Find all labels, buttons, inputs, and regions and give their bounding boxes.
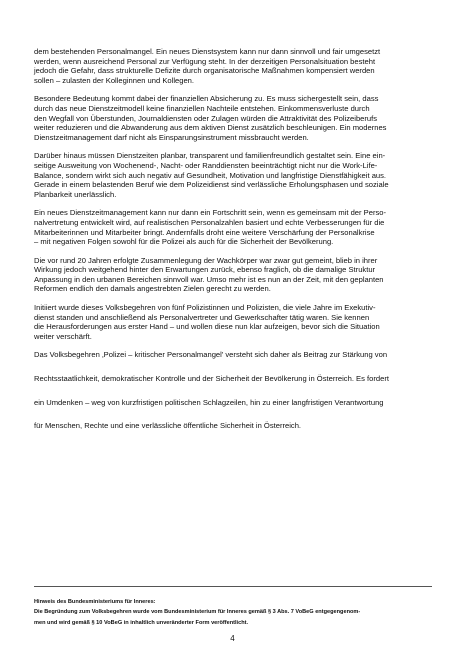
ministry-footnote: [34, 597, 434, 628]
paragraph-staff-representation: [34, 208, 434, 246]
text-line: Planbarkeit unerlässlich.: [34, 189, 117, 199]
text-line: Darüber hinaus müssen Dienstzeiten planbar, transparent und familienfreundlich gestaltet sein. Eine ein-: [34, 151, 386, 161]
text-line: Wirkung jedoch weitgehend hinter den Erwartungen zurück, ebenso fraglich, ob die damalige Struktur: [34, 265, 376, 275]
paragraph-personnel-shortage: [34, 47, 434, 85]
text-line: Gerade in einem belastenden Beruf wie dem Polizeidienst sind verlässliche Erholungsphasen und soziale: [34, 180, 389, 190]
paragraph-work-life-balance: [34, 151, 434, 199]
footnote-divider: [34, 586, 432, 587]
text-line: Dienstzeitmanagement darf nicht als Einsparungsinstrument missbraucht werden.: [34, 132, 309, 142]
page-number: 4: [230, 634, 235, 643]
closing-line: für Menschen, Rechte und eine verlässliche öffentliche Sicherheit in Österreich.: [34, 421, 302, 431]
text-line: durch das neue Dienstzeitmodell keine finanziellen Nachteile entstehen. Einkommensverluste durch: [34, 103, 370, 113]
paragraph-initiators: [34, 303, 434, 341]
text-line: die Herausforderungen aus erster Hand – und wollen diese nun klar aufzeigen, bevor sich die Situation: [34, 322, 380, 332]
footnote-line: Die Begründung zum Volksbegehren wurde vom Bundesministerium für Inneres gemäß § 3 Abs. 7 VoBeG entgegengenom-: [34, 609, 361, 616]
text-line: den Wegfall von Überstunden, Journaldiensten oder Zulagen würden die Attraktivität des Polizeiberufs: [34, 113, 378, 123]
text-line: Balance, sondern wirkt sich auch negativ auf Gesundheit, Motivation und langfristige Dienstfähigkeit aus.: [34, 170, 387, 180]
closing-line: Rechtsstaatlichkeit, demokratischer Kontrolle und der Sicherheit der Bevölkerung in Österreich. Es fordert: [34, 374, 389, 384]
text-line: seitige Ausweitung von Wochenend-, Nacht- oder Randdiensten beeinträchtigt nicht nur die Work-Life-: [34, 160, 378, 170]
text-line: Die vor rund 20 Jahren erfolgte Zusammenlegung der Wachkörper war zwar gut gemeint, blieb in ihrer: [34, 255, 378, 265]
text-line: Besondere Bedeutung kommt dabei der finanziellen Absicherung zu. Es muss sichergestellt sein, dass: [34, 94, 379, 104]
text-line: Mitarbeiterinnen und Mitarbeiter bringt. Andernfalls droht eine weitere Verschärfung der Personalkrise: [34, 227, 375, 237]
text-line: nalvertretung entwickelt wird, auf realistischen Personalzahlen basiert und echte Verbesserungen für die: [34, 217, 385, 227]
footnote-line: men und wird gemäß § 10 VoBeG in inhaltlich unveränderter Form veröffentlicht.: [34, 619, 249, 626]
text-line: dem bestehenden Personalmangel. Ein neues Dienstsystem kann nur dann sinnvoll und fair umgesetzt: [34, 47, 381, 56]
text-line: Reformen endlich den damals angestrebten Zielen gerecht zu werden.: [34, 284, 271, 294]
text-line: weiter verschärft.: [34, 331, 92, 341]
text-line: werden, wenn ausreichend Personal zur Verfügung steht. In der derzeitigen Personalsituation besteht: [34, 56, 376, 66]
text-line: Ein neues Dienstzeitmanagement kann nur dann ein Fortschritt sein, wenn es gemeinsam mit der Perso-: [34, 208, 387, 218]
body-text: [34, 47, 434, 445]
text-line: dienst standen und anschließend als Personalvertreter und Gewerkschafter tätig waren. Sie kennen: [34, 312, 370, 322]
closing-line: Das Volksbegehren ‚Polizei – kritischer Personalmangel' versteht sich daher als Beitrag zur Stärkung von: [34, 350, 388, 360]
paragraph-financial-security: [34, 94, 434, 142]
text-line: weiter reduzieren und die Abwanderung aus dem aktiven Dienst zusätzlich beschleunigen. Ein modernes: [34, 123, 387, 133]
text-line: – mit negativen Folgen sowohl für die Polizei als auch für die Sicherheit der Bevölkerung.: [34, 237, 334, 247]
closing-line: ein Umdenken – weg von kurzfristigen politischen Schlagzeilen, hin zu einer langfristigen Verantwortung: [34, 397, 384, 407]
footnote-heading: Hinweis des Bundesministeriums für Inneres:: [34, 599, 156, 605]
text-line: Initiiert wurde dieses Volksbegehren von fünf Polizistinnen und Polizisten, die viele Jahre im Exekutiv-: [34, 303, 376, 313]
text-line: Anpassung in den urbanen Bereichen sinnvoll war. Umso mehr ist es nun an der Zeit, mit den geplanten: [34, 274, 384, 284]
text-line: sollen – zulasten der Kolleginnen und Kollegen.: [34, 75, 195, 85]
text-line: jedoch die Gefahr, dass strukturelle Defizite durch organisatorische Maßnahmen kompensiert werden: [34, 66, 375, 76]
paragraph-merger-history: [34, 256, 434, 294]
